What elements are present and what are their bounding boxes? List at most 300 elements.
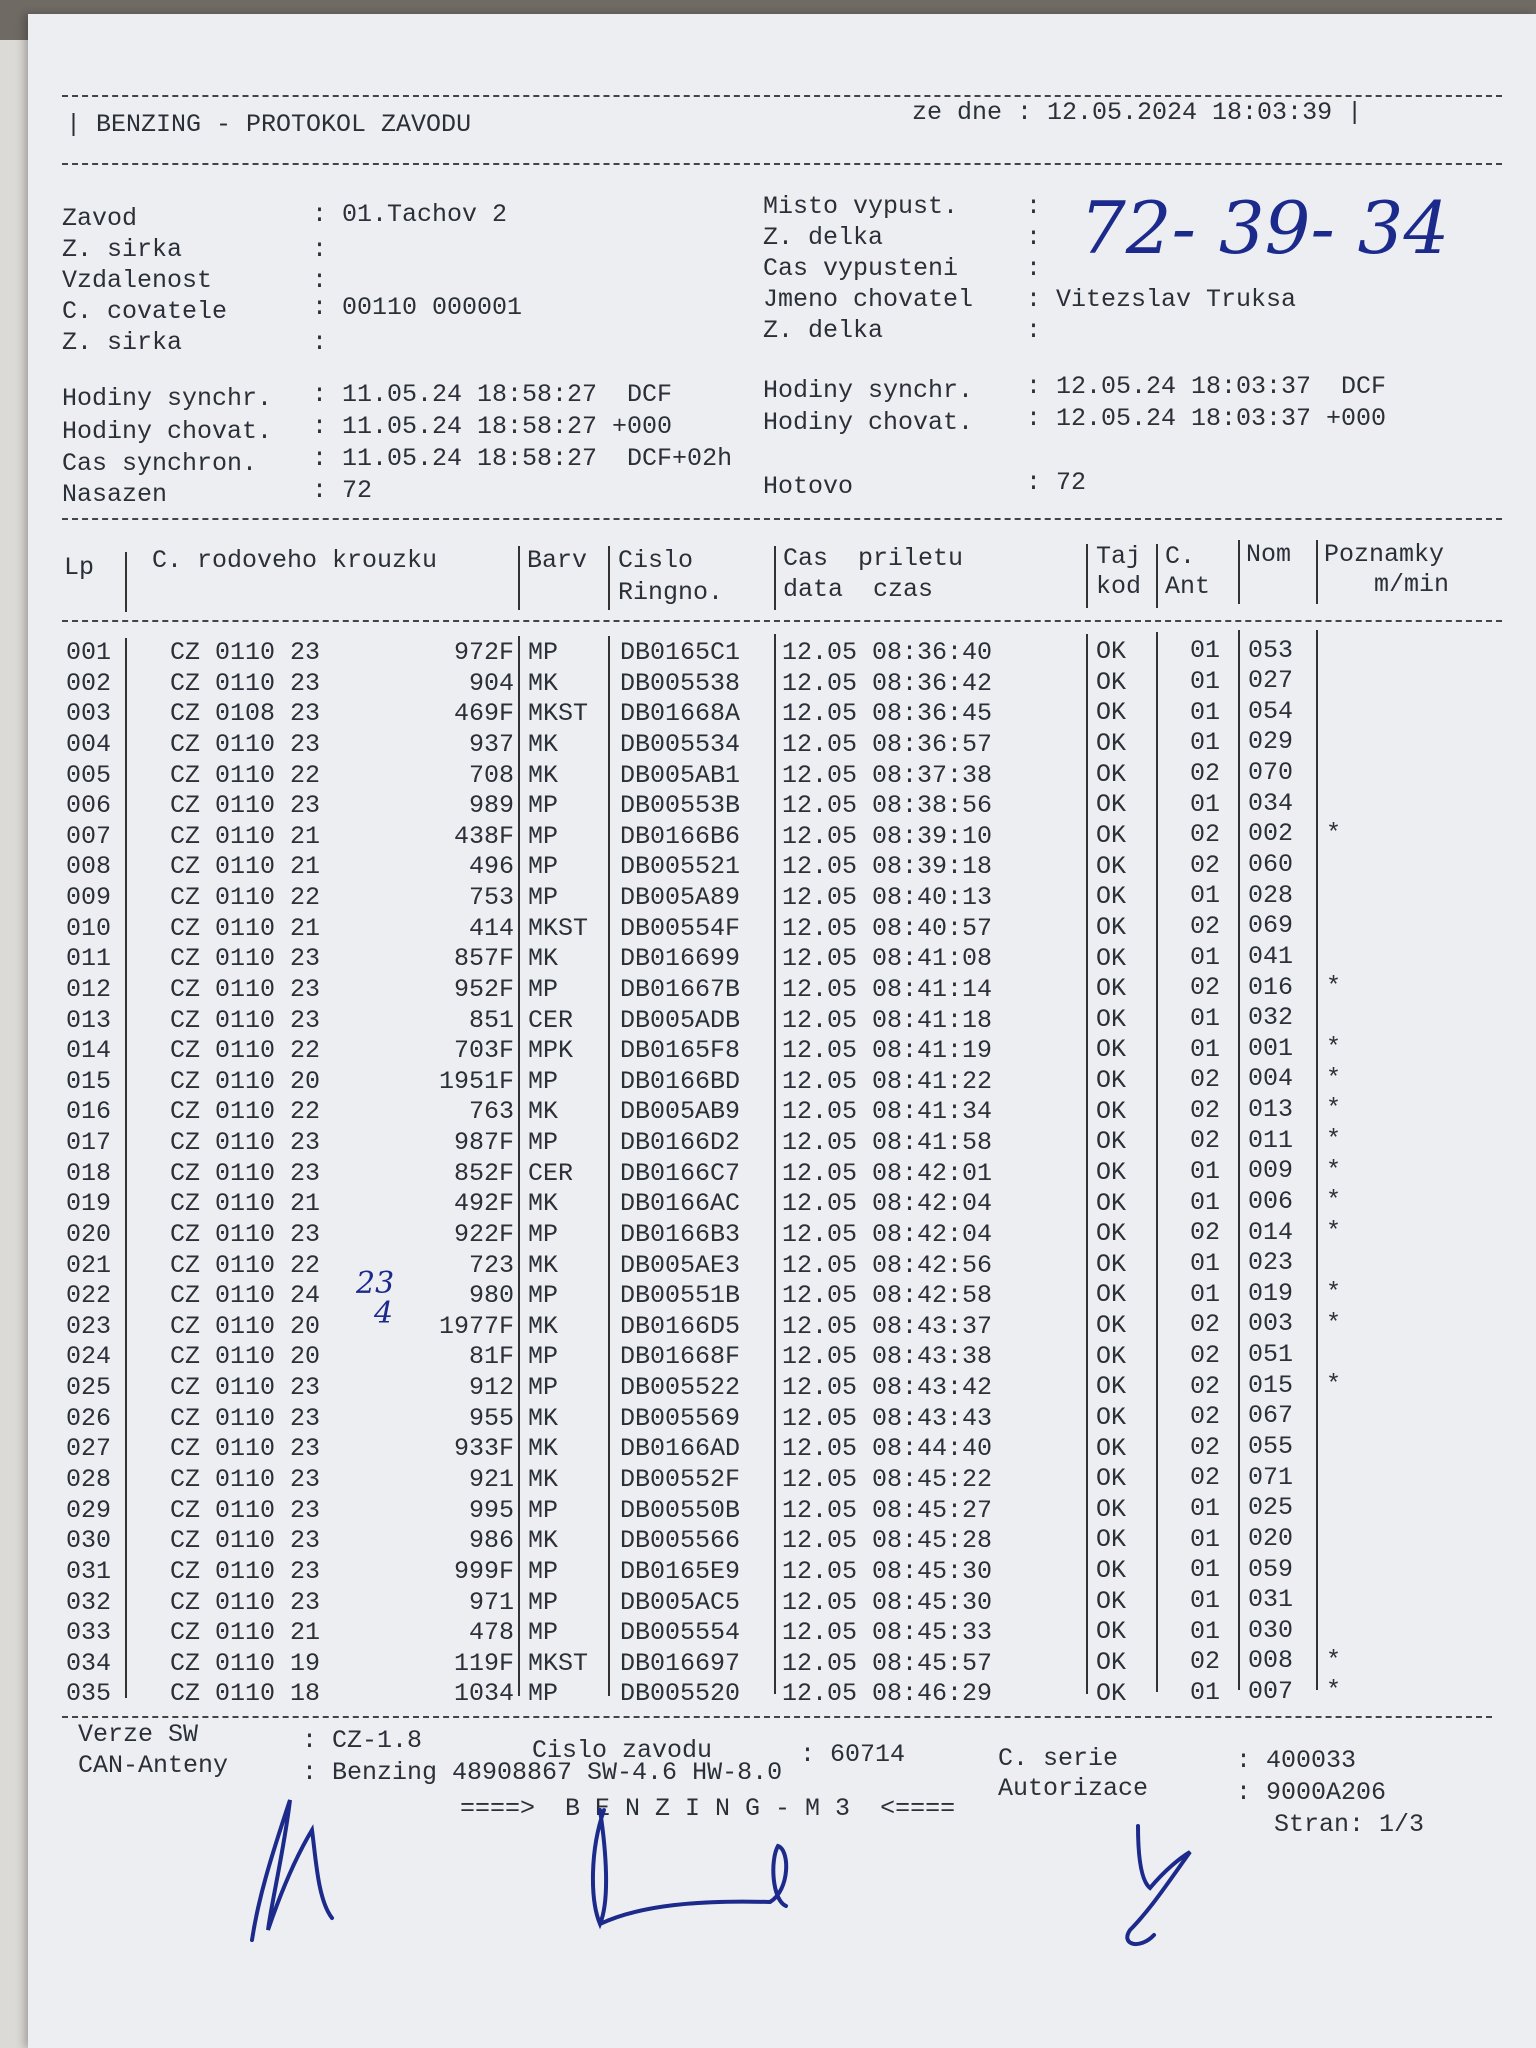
cell-nom: 051 — [1248, 1340, 1294, 1370]
cell-ant: 01 — [1190, 1494, 1221, 1524]
cell-taj: OK — [1096, 1341, 1127, 1371]
col-taj: Taj — [1096, 542, 1142, 571]
cell-lp: 012 — [66, 974, 112, 1004]
cell-ant: 02 — [1190, 1126, 1221, 1156]
cell-cas: 12.05 08:45:30 — [782, 1587, 993, 1617]
cell-cas: 12.05 08:40:57 — [782, 913, 993, 943]
cell-cas: 12.05 08:46:29 — [782, 1679, 993, 1709]
cell-taj: OK — [1096, 882, 1127, 912]
cell-cas: 12.05 08:45:57 — [782, 1648, 993, 1678]
cell-ring: CZ 0110 22 — [170, 1097, 321, 1127]
cell-barv: MK — [528, 1403, 559, 1433]
cell-barv: MP — [528, 1066, 559, 1096]
cell-nom: 008 — [1248, 1646, 1294, 1676]
cell-ring: CZ 0110 23 — [170, 791, 321, 821]
cell-ring: CZ 0110 23 — [170, 974, 321, 1004]
cell-ant: 02 — [1190, 973, 1221, 1003]
cell-ant: 02 — [1190, 820, 1221, 850]
cell-ring-suffix: 81F — [468, 1342, 514, 1372]
cell-cislo: DB0165E9 — [620, 1556, 741, 1586]
cell-ant: 01 — [1190, 789, 1221, 819]
cell-cas: 12.05 08:40:13 — [782, 883, 993, 913]
cell-ring-suffix: 999F — [453, 1556, 514, 1586]
cell-cas: 12.05 08:38:56 — [782, 791, 993, 821]
cell-taj: OK — [1096, 1280, 1127, 1310]
cell-taj: OK — [1096, 790, 1127, 820]
cell-barv: MK — [528, 760, 559, 790]
cell-ant: 02 — [1190, 1065, 1221, 1095]
cell-lp: 015 — [66, 1066, 112, 1096]
footer-value: : 9000A206 — [1236, 1778, 1387, 1807]
cell-cislo: DB0166B3 — [620, 1219, 741, 1249]
cell-note: * — [1326, 1308, 1342, 1338]
cell-nom: 030 — [1248, 1615, 1294, 1645]
cell-cas: 12.05 08:41:22 — [782, 1066, 993, 1096]
cell-taj: OK — [1096, 1157, 1127, 1187]
cell-cas: 12.05 08:41:14 — [782, 974, 993, 1004]
cell-nom: 003 — [1248, 1309, 1294, 1339]
cell-cislo: DB005520 — [620, 1679, 741, 1709]
cell-ant: 02 — [1190, 1402, 1221, 1432]
cell-ring: CZ 0110 22 — [170, 1036, 321, 1066]
cell-ant: 02 — [1190, 1310, 1221, 1340]
cell-lp: 019 — [66, 1189, 112, 1219]
cell-lp: 030 — [66, 1526, 112, 1556]
cell-taj: OK — [1096, 1586, 1127, 1616]
cell-lp: 024 — [66, 1342, 112, 1372]
cell-taj: OK — [1096, 698, 1127, 728]
cell-nom: 060 — [1248, 850, 1294, 879]
cell-ring: CZ 0110 20 — [170, 1066, 321, 1096]
signature-left — [252, 1800, 332, 1940]
cell-cislo: DB005554 — [620, 1618, 741, 1648]
cell-barv: CER — [528, 1158, 574, 1188]
cell-cislo: DB005A89 — [620, 883, 741, 913]
cell-note: * — [1326, 818, 1342, 848]
sync-value: : 11.05.24 18:58:27 DCF — [312, 380, 673, 409]
cell-lp: 007 — [66, 821, 112, 851]
cell-lp: 016 — [66, 1097, 112, 1127]
cell-ring-suffix: 972F — [453, 638, 514, 667]
cell-barv: MP — [528, 1281, 559, 1311]
cell-ring-suffix: 496 — [468, 852, 514, 882]
info-value: : 01.Tachov 2 — [312, 200, 508, 229]
info-value: : — [1026, 316, 1042, 345]
cell-barv: MKST — [528, 1648, 589, 1678]
cell-barv: MP — [528, 852, 559, 882]
footer-label: Verze SW — [78, 1720, 199, 1749]
cell-lp: 034 — [66, 1648, 112, 1678]
cell-barv: MP — [528, 1679, 559, 1709]
cell-ring: CZ 0110 23 — [170, 1373, 321, 1403]
cell-taj: OK — [1096, 1433, 1127, 1463]
cell-taj: OK — [1096, 1402, 1127, 1432]
cell-ring: CZ 0110 21 — [170, 1618, 321, 1648]
cell-ant: 01 — [1190, 1585, 1221, 1615]
cell-ring-suffix: 987F — [453, 1128, 514, 1158]
cell-ring-suffix: 763 — [468, 1097, 514, 1127]
cell-barv: MK — [528, 668, 559, 698]
cell-cas: 12.05 08:42:01 — [782, 1158, 993, 1188]
cell-note: * — [1326, 1369, 1342, 1399]
col-cas-sub: data czas — [783, 575, 934, 604]
cell-barv: MP — [528, 821, 559, 851]
cell-ring-suffix: 703F — [453, 1036, 514, 1066]
cell-barv: MK — [528, 1526, 559, 1556]
cell-ant: 01 — [1190, 667, 1221, 697]
cell-barv: MK — [528, 944, 559, 974]
col-poznamky-sub: m/min — [1374, 570, 1450, 599]
cell-ant: 02 — [1190, 1218, 1221, 1248]
cell-nom: 006 — [1248, 1186, 1294, 1216]
cell-ring: CZ 0110 23 — [170, 668, 321, 698]
cell-lp: 020 — [66, 1219, 112, 1249]
cell-ant: 02 — [1190, 1463, 1221, 1493]
info-value: : — [312, 235, 328, 264]
cell-barv: CER — [528, 1005, 574, 1035]
info-value: : — [312, 266, 328, 295]
cell-barv: MP — [528, 1618, 559, 1648]
cell-nom: 032 — [1248, 1003, 1294, 1033]
sync-value: : 12.05.24 18:03:37 +000 — [1026, 404, 1387, 433]
cell-ant: 02 — [1190, 1647, 1221, 1677]
cell-cas: 12.05 08:41:19 — [782, 1036, 993, 1066]
cell-barv: MP — [528, 883, 559, 913]
cell-taj: OK — [1096, 1035, 1127, 1065]
cell-ant: 01 — [1190, 1003, 1221, 1033]
cell-nom: 002 — [1248, 819, 1294, 849]
cell-nom: 023 — [1248, 1248, 1294, 1278]
cell-lp: 035 — [66, 1679, 112, 1709]
handwritten-correction: 4 — [374, 1296, 394, 1331]
cell-ring-suffix: 723 — [468, 1250, 514, 1280]
col-barv: Barv — [527, 546, 588, 575]
cell-taj: OK — [1096, 1219, 1127, 1249]
cell-cas: 12.05 08:41:34 — [782, 1097, 993, 1127]
cell-nom: 031 — [1248, 1585, 1294, 1615]
cell-nom: 025 — [1248, 1493, 1294, 1523]
cell-taj: OK — [1096, 1464, 1127, 1494]
col-cas: Cas priletu — [783, 544, 964, 573]
cell-lp: 011 — [66, 944, 112, 974]
cell-ring-suffix: 986 — [468, 1526, 514, 1556]
col-poznamky: Poznamky — [1324, 540, 1445, 569]
cell-cas: 12.05 08:43:38 — [782, 1342, 993, 1372]
cell-note: * — [1326, 971, 1342, 1001]
cell-note: * — [1326, 1216, 1342, 1246]
cell-ant: 01 — [1190, 728, 1221, 758]
cell-cislo: DB005569 — [620, 1403, 741, 1433]
col-ring: C. rodoveho krouzku — [152, 546, 438, 575]
cell-nom: 020 — [1248, 1523, 1294, 1553]
cell-cislo: DB005534 — [620, 729, 741, 759]
cell-ant: 01 — [1190, 1157, 1221, 1187]
protocol-date: ze dne : 12.05.2024 18:03:39 | — [912, 98, 1363, 127]
cell-taj: OK — [1096, 1311, 1127, 1341]
cell-barv: MK — [528, 1189, 559, 1219]
cell-note: * — [1326, 1155, 1342, 1185]
cell-ant: 01 — [1190, 1677, 1221, 1707]
cell-cislo: DB005521 — [620, 852, 741, 882]
cell-ant: 01 — [1190, 1555, 1221, 1585]
cell-cislo: DB005AB1 — [620, 760, 741, 790]
cell-lp: 005 — [66, 760, 112, 790]
cell-ring: CZ 0110 18 — [170, 1679, 321, 1709]
cell-lp: 010 — [66, 913, 112, 943]
cell-barv: MKST — [528, 913, 589, 943]
cell-barv: MP — [528, 638, 559, 667]
cell-taj: OK — [1096, 851, 1127, 881]
cell-ant: 01 — [1190, 881, 1221, 911]
cell-ant: 02 — [1190, 758, 1221, 788]
cell-cislo: DB00554F — [620, 913, 741, 943]
cell-cas: 12.05 08:42:58 — [782, 1281, 993, 1311]
cell-ring-suffix: 971 — [468, 1587, 514, 1617]
sync-label: Hodiny synchr. — [62, 384, 273, 413]
cell-nom: 034 — [1248, 788, 1294, 818]
cell-nom: 070 — [1248, 758, 1294, 788]
cell-lp: 026 — [66, 1403, 112, 1433]
cell-cas: 12.05 08:41:18 — [782, 1005, 993, 1035]
cell-ring-suffix: 912 — [468, 1373, 514, 1403]
footer-value: : 60714 — [800, 1740, 906, 1769]
cell-ant: 01 — [1190, 1524, 1221, 1554]
cell-nom: 027 — [1248, 666, 1294, 696]
cell-note: * — [1326, 1676, 1342, 1706]
cell-ant: 02 — [1190, 1371, 1221, 1401]
cell-nom: 019 — [1248, 1278, 1294, 1308]
cell-ring: CZ 0110 24 — [170, 1281, 321, 1311]
footer-label: Cislo zavodu — [532, 1736, 713, 1765]
cell-nom: 071 — [1248, 1462, 1294, 1492]
cell-barv: MK — [528, 1434, 559, 1464]
cell-nom: 016 — [1248, 972, 1294, 1002]
cell-cas: 12.05 08:36:40 — [782, 638, 993, 667]
signature-middle — [593, 1810, 786, 1924]
cell-ring: CZ 0110 21 — [170, 852, 321, 882]
cell-note: * — [1326, 1186, 1342, 1216]
cell-taj: OK — [1096, 1647, 1127, 1677]
cell-ant: 01 — [1190, 942, 1221, 972]
cell-barv: MP — [528, 1342, 559, 1372]
cell-taj: OK — [1096, 1617, 1127, 1647]
cell-cislo: DB016697 — [620, 1648, 741, 1678]
cell-ant: 02 — [1190, 1095, 1221, 1125]
cell-barv: MK — [528, 1250, 559, 1280]
info-label: Vzdalenost — [62, 266, 213, 295]
col-nom: Nom — [1246, 540, 1292, 569]
col-ant-sub: Ant — [1165, 572, 1211, 601]
cell-taj: OK — [1096, 1004, 1127, 1034]
handwritten-coordinates: 72- 39- 34 — [1080, 186, 1450, 270]
cell-cislo: DB005ADB — [620, 1005, 741, 1035]
cell-lp: 027 — [66, 1434, 112, 1464]
signature-right — [1127, 1826, 1190, 1944]
cell-barv: MP — [528, 1219, 559, 1249]
cell-taj: OK — [1096, 943, 1127, 973]
cell-ring-suffix: 937 — [468, 729, 514, 759]
cell-cislo: DB0166C7 — [620, 1158, 741, 1188]
cell-cas: 12.05 08:45:27 — [782, 1495, 993, 1525]
handwritten-correction: 23 — [356, 1266, 395, 1301]
cell-cas: 12.05 08:42:04 — [782, 1189, 993, 1219]
cell-note: * — [1326, 1645, 1342, 1675]
cell-ring: CZ 0108 23 — [170, 699, 321, 729]
col-cislo-sub: Ringno. — [618, 578, 724, 607]
cell-lp: 021 — [66, 1250, 112, 1280]
info-label: Z. delka — [763, 316, 884, 345]
cell-cislo: DB01668A — [620, 699, 741, 729]
cell-nom: 059 — [1248, 1554, 1294, 1584]
cell-note: * — [1326, 1278, 1342, 1308]
cell-ant: 01 — [1190, 1249, 1221, 1278]
sync-value: : 11.05.24 18:58:27 DCF+02h — [312, 444, 733, 473]
info-value: : — [1026, 223, 1042, 252]
cell-nom: 011 — [1248, 1125, 1294, 1155]
cell-barv: MK — [528, 1311, 559, 1341]
cell-cislo: DB0166D2 — [620, 1128, 741, 1158]
info-label: Zavod — [62, 204, 138, 233]
cell-ant: 01 — [1190, 1187, 1221, 1217]
cell-cas: 12.05 08:36:57 — [782, 729, 993, 759]
cell-cislo: DB01667B — [620, 974, 741, 1004]
footer-label: CAN-Anteny — [78, 1751, 229, 1780]
sync-label: Hodiny synchr. — [763, 376, 974, 405]
cell-barv: MP — [528, 1587, 559, 1617]
cell-ring-suffix: 1951F — [438, 1066, 514, 1096]
cell-cislo: DB00552F — [620, 1465, 741, 1494]
cell-ant: 01 — [1190, 1034, 1221, 1064]
sync-value: : 72 — [1026, 468, 1087, 497]
cell-nom: 054 — [1248, 696, 1294, 726]
info-value: : Vitezslav Truksa — [1026, 285, 1297, 314]
cell-ring-suffix: 469F — [453, 699, 514, 729]
cell-nom: 009 — [1248, 1156, 1294, 1186]
cell-cas: 12.05 08:45:28 — [782, 1526, 993, 1556]
cell-ring: CZ 0110 23 — [170, 1219, 321, 1249]
cell-barv: MP — [528, 1556, 559, 1586]
cell-ring-suffix: 1034 — [453, 1679, 514, 1709]
cell-lp: 017 — [66, 1128, 112, 1158]
cell-ring: CZ 0110 23 — [170, 1465, 321, 1494]
cell-lp: 013 — [66, 1005, 112, 1035]
info-value: : — [1026, 192, 1042, 221]
cell-ant: 01 — [1190, 697, 1221, 727]
cell-cislo: DB005AE3 — [620, 1250, 741, 1280]
cell-barv: MP — [528, 1128, 559, 1158]
cell-cas: 12.05 08:41:08 — [782, 944, 993, 974]
cell-ring-suffix: 933F — [453, 1434, 514, 1464]
cell-ring-suffix: 852F — [453, 1158, 514, 1188]
cell-ring-suffix: 478 — [468, 1618, 514, 1648]
cell-barv: MK — [528, 729, 559, 759]
cell-lp: 025 — [66, 1373, 112, 1403]
cell-ring-suffix: 921 — [468, 1465, 514, 1494]
protocol-title: | BENZING - PROTOKOL ZAVODU — [66, 110, 472, 139]
sync-label: Hodiny chovat. — [62, 417, 273, 446]
cell-lp: 001 — [66, 638, 112, 667]
cell-taj: OK — [1096, 729, 1127, 759]
cell-taj: OK — [1096, 1188, 1127, 1218]
sync-label: Hotovo — [763, 472, 854, 501]
cell-cas: 12.05 08:39:18 — [782, 852, 993, 882]
cell-note: * — [1326, 1094, 1342, 1124]
cell-ring-suffix: 955 — [468, 1403, 514, 1433]
cell-nom: 013 — [1248, 1095, 1294, 1125]
cell-taj: OK — [1096, 974, 1127, 1004]
cell-ring-suffix: 492F — [453, 1189, 514, 1219]
cell-taj: OK — [1096, 912, 1127, 942]
cell-lp: 033 — [66, 1618, 112, 1648]
info-value: : — [1026, 254, 1042, 283]
cell-cas: 12.05 08:43:42 — [782, 1373, 993, 1403]
cell-nom: 001 — [1248, 1033, 1294, 1063]
cell-note: * — [1326, 1032, 1342, 1062]
cell-taj: OK — [1096, 1678, 1127, 1708]
cell-ring: CZ 0110 22 — [170, 883, 321, 913]
cell-lp: 028 — [66, 1465, 112, 1494]
cell-cas: 12.05 08:42:04 — [782, 1219, 993, 1249]
cell-ant: 01 — [1190, 636, 1221, 666]
cell-ring-suffix: 1977F — [438, 1311, 514, 1341]
cell-taj: OK — [1096, 1249, 1127, 1279]
footer-value: : Benzing 48908867 SW-4.6 HW-8.0 — [302, 1758, 783, 1787]
cell-cas: 12.05 08:45:30 — [782, 1556, 993, 1586]
cell-cislo: DB005AC5 — [620, 1587, 741, 1617]
cell-taj: OK — [1096, 1525, 1127, 1555]
page-number: Stran: 1/3 — [1274, 1810, 1425, 1839]
cell-ring: CZ 0110 22 — [170, 760, 321, 790]
cell-nom: 055 — [1248, 1431, 1294, 1461]
cell-nom: 015 — [1248, 1370, 1294, 1400]
col-cislo: Cislo — [618, 546, 694, 575]
info-value: : — [312, 328, 328, 357]
cell-ring-suffix: 753 — [468, 883, 514, 913]
cell-lp: 002 — [66, 668, 112, 698]
cell-ring-suffix: 995 — [468, 1495, 514, 1525]
info-label: Cas vypusteni — [763, 254, 959, 283]
cell-taj: OK — [1096, 637, 1127, 667]
cell-lp: 009 — [66, 883, 112, 913]
cell-nom: 067 — [1248, 1401, 1294, 1431]
cell-ring: CZ 0110 21 — [170, 821, 321, 851]
col-lp: Lp — [64, 553, 95, 582]
cell-taj: OK — [1096, 1372, 1127, 1402]
cell-cislo: DB0166B6 — [620, 821, 741, 851]
cell-taj: OK — [1096, 667, 1127, 697]
cell-ring-suffix: 857F — [453, 944, 514, 974]
cell-cislo: DB0165F8 — [620, 1036, 741, 1066]
cell-lp: 004 — [66, 729, 112, 759]
cell-lp: 006 — [66, 791, 112, 821]
cell-ring: CZ 0110 23 — [170, 1005, 321, 1035]
info-label: C. covatele — [62, 297, 228, 326]
cell-barv: MKST — [528, 699, 589, 729]
info-label: Misto vypust. — [763, 192, 959, 221]
cell-nom: 069 — [1248, 911, 1294, 941]
cell-lp: 022 — [66, 1281, 112, 1311]
cell-barv: MPK — [528, 1036, 574, 1066]
sync-value: : 72 — [312, 476, 373, 505]
cell-ring: CZ 0110 20 — [170, 1311, 321, 1341]
cell-cislo: DB0166AD — [620, 1434, 741, 1464]
cell-barv: MP — [528, 1495, 559, 1525]
footer-value: : CZ-1.8 — [302, 1726, 423, 1755]
cell-ring: CZ 0110 23 — [170, 1158, 321, 1188]
info-label: Jmeno chovatel — [763, 285, 974, 314]
cell-ring-suffix: 952F — [453, 974, 514, 1004]
cell-ant: 02 — [1190, 1340, 1221, 1370]
